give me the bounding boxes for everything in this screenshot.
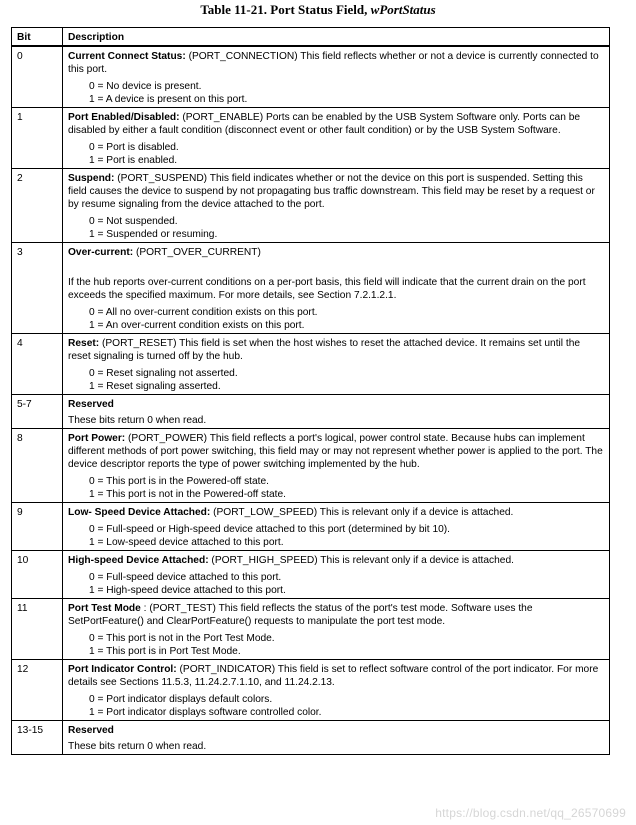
field-title: Over-current: [68, 247, 134, 258]
watermark: https://blog.csdn.net/qq_26570699 [435, 806, 626, 820]
field-title: Port Test Mode [68, 603, 141, 614]
value-item: 0 = Full-speed device attached to this port. [89, 572, 282, 583]
table-caption [0, 2, 636, 18]
table-row [12, 660, 610, 721]
value-item: 0 = This port is not in the Port Test Mode. [89, 633, 275, 644]
value-item: 1 = Port indicator displays software controlled color. [89, 707, 322, 718]
description-text [68, 50, 604, 76]
port-status-table [11, 27, 610, 755]
table-body [12, 46, 610, 755]
description-cell [63, 108, 610, 169]
bit-cell: 13-15 [12, 721, 63, 755]
table-row [12, 429, 610, 503]
value-item: 0 = Reset signaling not asserted. [89, 368, 238, 379]
field-text: (PORT_LOW_SPEED) This is relevant only if a device is attached. [210, 507, 514, 518]
description-text [68, 663, 604, 689]
bit-cell: 3 [12, 243, 63, 334]
description-text [68, 432, 604, 471]
field-text: (PORT_INDICATOR) This field is set to reflect software control of the port indicator. For more details see Sections 11.5.3, 11.24.2.7.1.10, and 11.24.2.13. [68, 664, 599, 688]
value-list [89, 571, 604, 597]
field-detail: If the hub reports over-current conditions on a per-port basis, this field will indicate that the current drain on the port exceeds the specified maximum. For more details, see Section 7.2.1.2.1. [68, 277, 586, 301]
description-text [68, 554, 604, 567]
field-title: Suspend: [68, 173, 115, 184]
field-title: Reserved [68, 399, 114, 410]
table-row [12, 169, 610, 243]
table-row [12, 334, 610, 395]
bit-cell: 5-7 [12, 395, 63, 429]
field-title: Low- Speed Device Attached: [68, 507, 211, 518]
table-row [12, 503, 610, 551]
value-list [89, 80, 604, 106]
value-item: 1 = Suspended or resuming. [89, 229, 218, 240]
description-text [68, 111, 604, 137]
description-text [68, 506, 604, 519]
table-header-row [12, 28, 610, 47]
field-title: Reset: [68, 338, 100, 349]
value-list [89, 475, 604, 501]
table-row [12, 46, 610, 108]
value-item: 1 = Reset signaling asserted. [89, 381, 221, 392]
field-text: (PORT_OVER_CURRENT) [133, 247, 261, 258]
field-text: (PORT_RESET) This field is set when the host wishes to reset the attached device. It remains set until the reset signaling is turned off by the hub. [68, 338, 581, 362]
field-text: (PORT_HIGH_SPEED) This is relevant only if a device is attached. [208, 555, 514, 566]
value-list [89, 367, 604, 393]
header-bit: Bit [12, 28, 63, 47]
field-text: (PORT_POWER) This field reflects a port's logical, power control state. Because hubs can implement different methods of port power switching, this field may or may not represent whether power is applied to the port. The device descriptor reports the type of power switching implemented by the hub. [68, 433, 603, 470]
description-cell [63, 334, 610, 395]
table-row [12, 108, 610, 169]
description-cell [63, 660, 610, 721]
value-item: 1 = High-speed device attached to this port. [89, 585, 286, 596]
bit-cell: 10 [12, 551, 63, 599]
header-description: Description [63, 28, 610, 47]
bit-cell: 12 [12, 660, 63, 721]
value-list [89, 215, 604, 241]
value-item: 1 = This port is not in the Powered-off state. [89, 489, 286, 500]
field-title: Reserved [68, 725, 114, 736]
description-cell [63, 429, 610, 503]
value-item: 0 = No device is present. [89, 81, 202, 92]
value-list [89, 693, 604, 719]
value-item: 0 = Not suspended. [89, 216, 178, 227]
value-list [89, 141, 604, 167]
field-text: : (PORT_TEST) This field reflects the status of the port's test mode. Software uses the SetPortFeature() and ClearPortFeature() requests to manipulate the port test mode. [68, 603, 533, 627]
caption-prefix: Table 11-21. Port Status Field, [200, 2, 371, 17]
value-list [89, 306, 604, 332]
description-text [68, 337, 604, 363]
bit-cell: 1 [12, 108, 63, 169]
description-cell [63, 243, 610, 334]
field-text: (PORT_SUSPEND) This field indicates whether or not the device on this port is suspended. Setting this field causes the device to suspend by not propagating bus traffic downstream. This field may be reset by a request or by resume signaling from the device attached to the port. [68, 173, 595, 210]
value-item: 1 = An over-current condition exists on this port. [89, 320, 305, 331]
description-text [68, 602, 604, 628]
table-row [12, 395, 610, 429]
field-title: Port Enabled/Disabled: [68, 112, 180, 123]
bit-cell: 9 [12, 503, 63, 551]
description-cell [63, 551, 610, 599]
value-list [89, 523, 604, 549]
bit-cell: 11 [12, 599, 63, 660]
description-cell [63, 169, 610, 243]
table-row [12, 551, 610, 599]
value-item: 0 = Port is disabled. [89, 142, 179, 153]
bit-cell: 4 [12, 334, 63, 395]
field-detail: These bits return 0 when read. [68, 415, 207, 426]
value-item: 0 = Port indicator displays default colors. [89, 694, 273, 705]
bit-cell: 0 [12, 46, 63, 108]
field-text: (PORT_CONNECTION) This field reflects whether or not a device is currently connected to this port. [68, 51, 599, 75]
value-item: 0 = This port is in the Powered-off state. [89, 476, 269, 487]
value-item: 0 = All no over-current condition exists on this port. [89, 307, 318, 318]
bit-cell: 2 [12, 169, 63, 243]
description-text [68, 246, 604, 259]
value-item: 1 = A device is present on this port. [89, 94, 248, 105]
table-row [12, 721, 610, 755]
value-item: 1 = This port is in Port Test Mode. [89, 646, 241, 657]
paragraph-gap [68, 259, 604, 272]
value-item: 1 = Low-speed device attached to this port. [89, 537, 284, 548]
bit-cell: 8 [12, 429, 63, 503]
description-cell [63, 503, 610, 551]
description-cell [63, 46, 610, 108]
value-item: 1 = Port is enabled. [89, 155, 178, 166]
table-row [12, 599, 610, 660]
description-text [68, 398, 604, 411]
field-detail: These bits return 0 when read. [68, 741, 207, 752]
field-title: Port Power: [68, 433, 126, 444]
field-title: High-speed Device Attached: [68, 555, 209, 566]
description-text [68, 724, 604, 737]
field-text: (PORT_ENABLE) Ports can be enabled by the USB System Software only. Ports can be disabled by either a fault condition (disconnect event or other fault condition) or by the USB System Software. [68, 112, 581, 136]
value-list [89, 632, 604, 658]
field-title: Port Indicator Control: [68, 664, 177, 675]
caption-field: wPortStatus [370, 2, 436, 17]
description-cell [63, 599, 610, 660]
description-cell [63, 721, 610, 755]
value-item: 0 = Full-speed or High-speed device attached to this port (determined by bit 10). [89, 524, 451, 535]
description-text [68, 172, 604, 211]
table-row [12, 243, 610, 334]
field-title: Current Connect Status: [68, 51, 186, 62]
description-cell [63, 395, 610, 429]
